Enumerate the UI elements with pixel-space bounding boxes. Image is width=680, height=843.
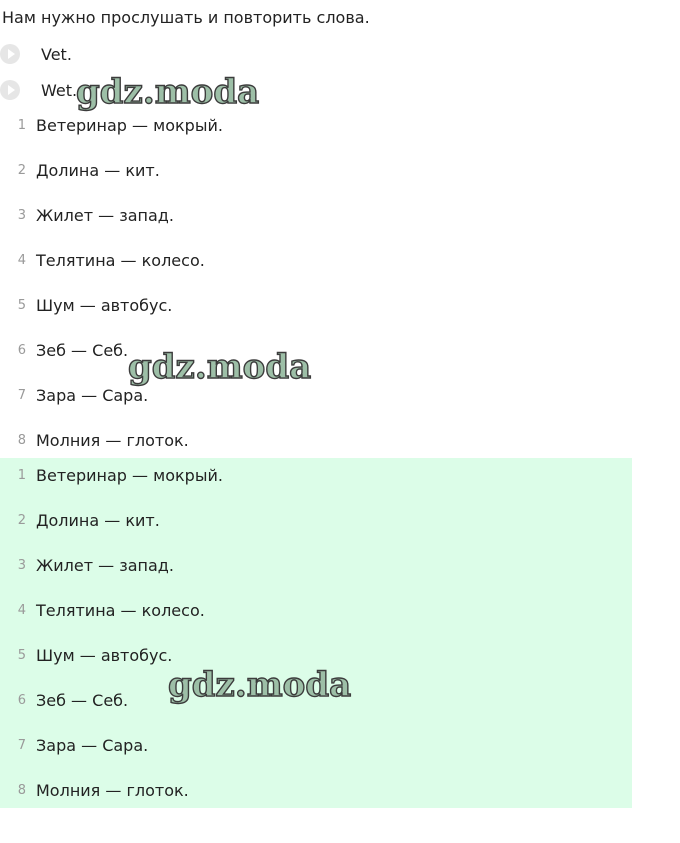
line-text: Зеб — Себ. bbox=[36, 341, 129, 360]
list-item bbox=[0, 768, 632, 813]
line-number: 4 bbox=[17, 253, 26, 268]
list-item bbox=[0, 328, 632, 373]
line-number: 7 bbox=[17, 738, 26, 753]
watermark: gdz.moda bbox=[168, 665, 352, 705]
list-item bbox=[0, 633, 632, 678]
watermark: gdz.moda bbox=[76, 72, 260, 112]
list-item bbox=[0, 453, 632, 498]
line-number: 6 bbox=[17, 693, 26, 708]
line-number: 7 bbox=[17, 388, 26, 403]
line-text: Жилет — запад. bbox=[36, 206, 174, 225]
audio-word: Vet. bbox=[41, 44, 72, 64]
line-text: Ветеринар — мокрый. bbox=[36, 116, 223, 135]
task-list bbox=[0, 103, 632, 463]
list-item bbox=[0, 373, 632, 418]
line-number: 6 bbox=[17, 343, 26, 358]
list-item bbox=[0, 193, 632, 238]
list-item bbox=[0, 238, 632, 283]
line-text: Долина — кит. bbox=[36, 161, 160, 180]
list-item bbox=[0, 723, 632, 768]
line-text: Шум — автобус. bbox=[36, 646, 173, 665]
line-text: Телятина — колесо. bbox=[36, 601, 205, 620]
watermark: gdz.moda bbox=[128, 347, 312, 387]
audio-row-wet bbox=[0, 78, 77, 102]
line-number: 2 bbox=[17, 163, 26, 178]
list-item bbox=[0, 543, 632, 588]
line-number: 2 bbox=[17, 513, 26, 528]
line-text: Зеб — Себ. bbox=[36, 691, 129, 710]
line-number: 1 bbox=[17, 468, 26, 483]
line-text: Шум — автобус. bbox=[36, 296, 173, 315]
line-text: Молния — глоток. bbox=[36, 781, 189, 800]
line-number: 1 bbox=[17, 118, 26, 133]
line-text: Зара — Сара. bbox=[36, 386, 149, 405]
line-text: Жилет — запад. bbox=[36, 556, 174, 575]
audio-word: Wet. bbox=[41, 80, 78, 100]
line-text: Ветеринар — мокрый. bbox=[36, 466, 223, 485]
line-number: 3 bbox=[17, 558, 26, 573]
line-number: 8 bbox=[17, 783, 26, 798]
line-text: Зара — Сара. bbox=[36, 736, 149, 755]
list-item bbox=[0, 588, 632, 633]
line-number: 5 bbox=[17, 648, 26, 663]
line-text: Молния — глоток. bbox=[36, 431, 189, 450]
line-text: Телятина — колесо. bbox=[36, 251, 205, 270]
play-icon[interactable] bbox=[0, 44, 20, 64]
list-item bbox=[0, 498, 632, 543]
list-item bbox=[0, 283, 632, 328]
list-item bbox=[0, 678, 632, 723]
line-number: 3 bbox=[17, 208, 26, 223]
line-number: 4 bbox=[17, 603, 26, 618]
line-text: Долина — кит. bbox=[36, 511, 160, 530]
play-icon[interactable] bbox=[0, 80, 20, 100]
audio-row-vet bbox=[0, 42, 72, 66]
line-number: 5 bbox=[17, 298, 26, 313]
list-item bbox=[0, 148, 632, 193]
answer-list bbox=[0, 453, 632, 813]
line-number: 8 bbox=[17, 433, 26, 448]
list-item bbox=[0, 103, 632, 148]
intro-text: Нам нужно прослушать и повторить слова. bbox=[2, 8, 370, 27]
